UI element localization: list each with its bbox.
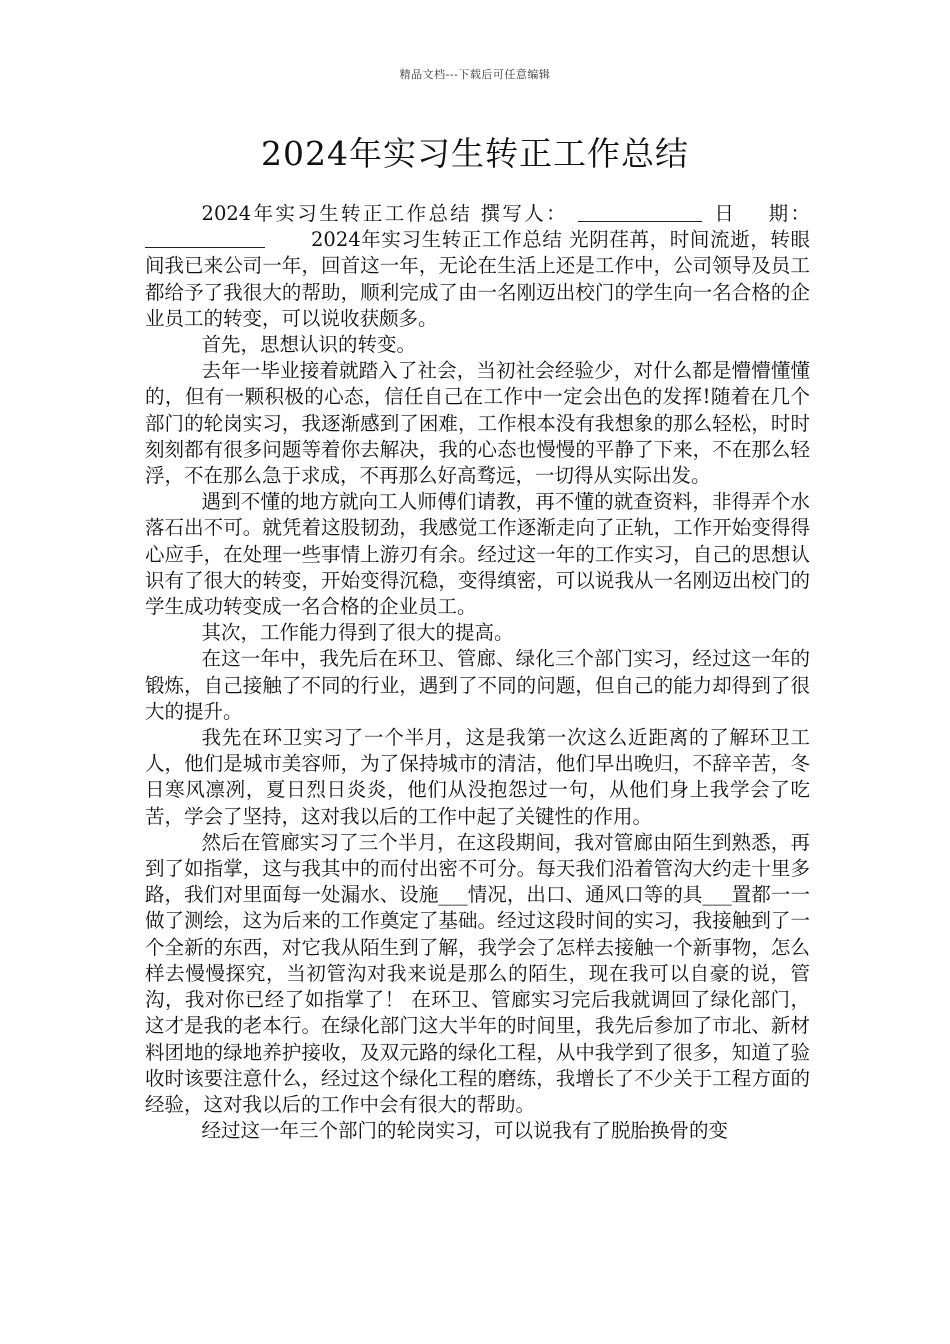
document-title: 2024年实习生转正工作总结 <box>261 134 689 173</box>
meta-repeat-title: 2024年实习生转正工作总结 <box>201 202 473 225</box>
paragraph: 经过这一年三个部门的轮岗实习，可以说我有了脱胎换骨的变 <box>201 1119 729 1143</box>
intro-rest: 光阴荏苒，时间流逝，转眼间我已来公司一年，回首这一年，无论在生活上还是工作中，公司领导及员工都给予了我很大的帮助，顺利完成了由一名刚迈出校门的学生向一名合格的企业员工的转变，可以说收获颇多。 <box>145 228 810 330</box>
document-body <box>145 201 810 1144</box>
date-label-2: 期： <box>766 202 810 225</box>
paragraph: 遇到不懂的地方就向工人师傅们请教，再不懂的就查资料，非得弄个水落石出不可。就凭着这股韧劲，我感觉工作逐渐走向了正轨，工作开始变得得心应手，在处理一些事情上游刃有余。经过这一年的工作实习，自己的思想认识有了很大的转变，开始变得沉稳，变得缜密，可以说我从一名刚迈出校门的学生成功转变成一名合格的企业员工。 <box>145 490 810 619</box>
paragraph: 在这一年中，我先后在环卫、管廊、绿化三个部门实习，经过这一年的锻炼，自己接触了不同的行业，遇到了不同的问题，但自己的能力却得到了很大的提升。 <box>145 647 810 723</box>
paragraph: 首先，思想认识的转变。 <box>201 333 417 357</box>
author-blank <box>578 202 702 222</box>
meta-repeat-title-2: 2024年实习生转正工作总结 <box>311 228 563 252</box>
paragraph: 我先在环卫实习了一个半月，这是我第一次这么近距离的了解环卫工人，他们是城市美容师，为了保持城市的清洁，他们早出晚归，不辞辛苦，冬日寒风凛冽，夏日烈日炎炎，他们从没抱怨过一句，从他们身上我学会了吃苦，学会了坚持，这对我以后的工作中起了关键性的作用。 <box>145 726 810 828</box>
date-label-1: 日 <box>712 202 737 225</box>
author-label: 撰写人： <box>478 202 568 225</box>
paragraph: 其次，工作能力得到了很大的提高。 <box>201 621 514 645</box>
paragraph: 然后在管廊实习了三个半月，在这段期间，我对管廊由陌生到熟悉，再到了如指掌，这与我其中的而付出密不可分。每天我们沿着管沟大约走十里多路，我们对里面每一处漏水、设施___情况，出口、通风口等的具___置都一一做了测绘，这为后来的工作奠定了基础。经过这段时间的实习，我接触到了一个全新的东西，对它我从陌生到了解，我学会了怎样去接触一个新事物，怎么样去慢慢探究，当初管沟对我来说是那么的陌生，现在我可以自豪的说，管沟，我对你已经了如指掌了！ 在环卫、管廊实习完后我就调回了绿化部门，这才是我的老本行。在绿化部门这大半年的时间里，我先后参加了市北、新材料团地的绿地养护接收，及双元路的绿化工程，从中我学到了很多，知道了验收时该要注意什么，经过这个绿化工程的磨练，我增长了不少关于工程方面的经验，这对我以后的工作中会有很大的帮助。 <box>145 830 810 1116</box>
date-blank <box>145 228 265 248</box>
paragraph: 去年一毕业接着就踏入了社会，当初社会经验少，对什么都是懵懵懂懂的，但有一颗积极的心态，信任自己在工作中一定会出色的发挥!随着在几个部门的轮岗实习，我逐渐感到了困难，工作根本没有我想象的那么轻松，时时刻刻都有很多问题等着你去解决，我的心态也慢慢的平静了下来，不在那么轻浮，不在那么急于求成，不再那么好高骛远，一切得从实际出发。 <box>145 359 810 488</box>
header-note: 精品文档---下载后可任意编辑 <box>399 68 551 81</box>
intro-paragraph <box>145 201 810 332</box>
